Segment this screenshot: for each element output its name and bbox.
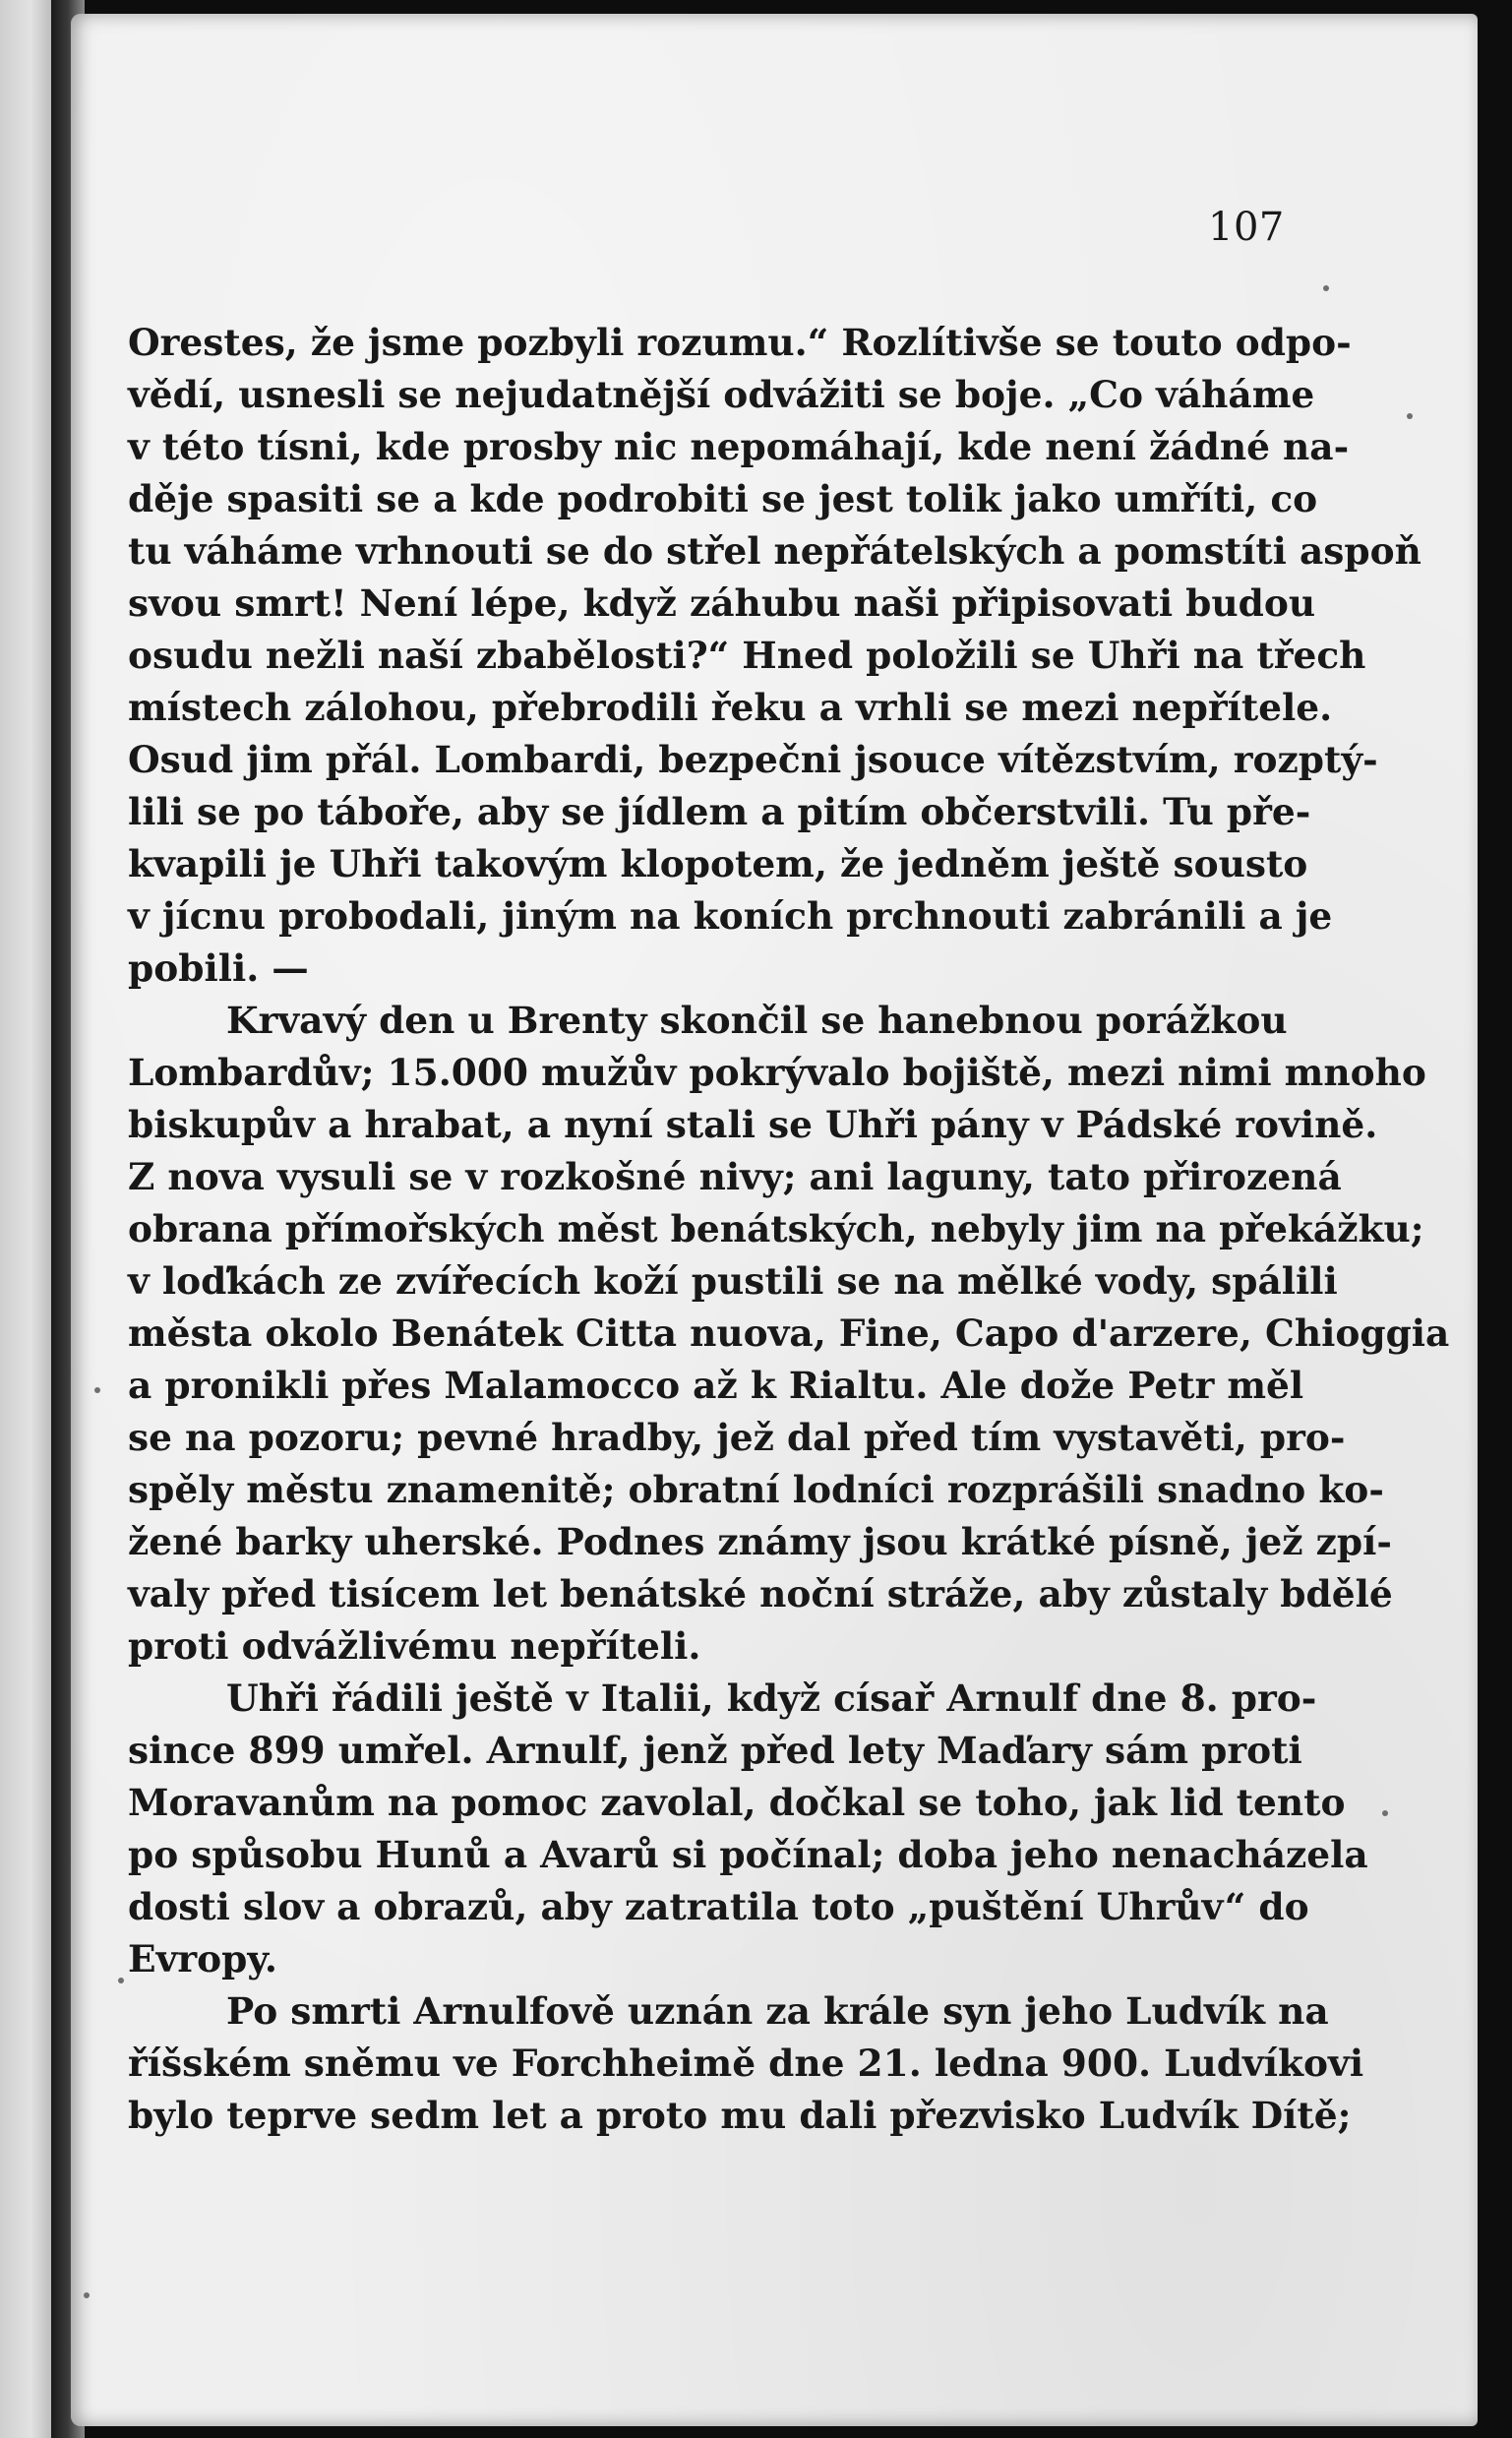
- text-line: města okolo Benátek Citta nuova, Fine, Capo d'arzere, Chioggia: [128, 1311, 1450, 1355]
- text-line: po spůsobu Hunů a Avarů si počínal; doba jeho nenacházela: [128, 1833, 1368, 1876]
- text-line: spěly městu znamenitě; obratní lodníci rozprášili snadno ko-: [128, 1468, 1384, 1511]
- text-line: Lombardův; 15.000 mužův pokrývalo bojiště, mezi nimi mnoho: [128, 1051, 1426, 1094]
- paper-speck: [94, 1387, 100, 1393]
- text-line: svou smrt! Není lépe, když záhubu naši připisovati budou: [128, 581, 1316, 625]
- text-line: a pronikli přes Malamocco až k Rialtu. Ale dože Petr měl: [128, 1364, 1304, 1407]
- text-line: Moravanům na pomoc zavolal, dočkal se toho, jak lid tento: [128, 1781, 1346, 1824]
- text-line: děje spasiti se a kde podrobiti se jest tolik jako umříti, co: [128, 477, 1318, 520]
- text-line: kvapili je Uhři takovým klopotem, že jedněm ještě sousto: [128, 842, 1308, 885]
- text-line: v této tísni, kde prosby nic nepomáhají, kde není žádné na-: [128, 425, 1350, 468]
- text-line: Osud jim přál. Lombardi, bezpečni jsouce vítězstvím, rozptý-: [128, 738, 1378, 781]
- text-line: v loďkách ze zvířecích koží pustili se na mělké vody, spálili: [128, 1259, 1338, 1303]
- text-line: vědí, usnesli se nejudatnější odvážiti se boje. „Co váháme: [128, 373, 1315, 416]
- page-edge-strip: [0, 0, 51, 2438]
- text-line: biskupův a hrabat, a nyní stali se Uhři pány v Pádské rovině.: [128, 1103, 1378, 1146]
- text-line: místech zálohou, přebrodili řeku a vrhli se mezi nepřítele.: [128, 686, 1333, 729]
- text-line: tu váháme vrhnouti se do střel nepřátelských a pomstíti aspoň: [128, 529, 1421, 573]
- text-line: Orestes, že jsme pozbyli rozumu.“ Rozlítivše se touto odpo-: [128, 321, 1352, 364]
- paper-speck: [1407, 413, 1413, 419]
- text-line: říšském sněmu ve Forchheimě dne 21. ledna 900. Ludvíkovi: [128, 2042, 1364, 2085]
- text-line: v jícnu probodali, jiným na koních prchnouti zabránili a je: [128, 894, 1333, 938]
- text-line: žené barky uherské. Podnes známy jsou krátké písně, jež zpí-: [128, 1520, 1392, 1563]
- text-line: valy před tisícem let benátské noční stráže, aby zůstaly bdělé: [128, 1572, 1393, 1615]
- text-line: Po smrti Arnulfově uznán za krále syn jeho Ludvík na: [226, 1989, 1329, 2033]
- body-text: [128, 317, 1450, 2142]
- text-line: Uhři řádili ještě v Italii, když císař Arnulf dne 8. pro-: [226, 1676, 1317, 1720]
- text-line: Z nova vysuli se v rozkošné nivy; ani laguny, tato přirozená: [128, 1155, 1342, 1198]
- text-line: lili se po táboře, aby se jídlem a pitím občerstvili. Tu pře-: [128, 790, 1311, 833]
- text-line: dosti slov a obrazů, aby zatratila toto „puštění Uhrův“ do: [128, 1885, 1309, 1928]
- text-line: osudu nežli naší zbabělosti?“ Hned položili se Uhři na třech: [128, 634, 1366, 677]
- paper-speck: [1382, 1810, 1388, 1816]
- text-line: proti odvážlivému nepříteli.: [128, 1624, 701, 1668]
- text-line: since 899 umřel. Arnulf, jenž před lety Maďary sám proti: [128, 1729, 1302, 1772]
- text-line: Evropy.: [128, 1937, 277, 1981]
- text-line: pobili. —: [128, 946, 309, 990]
- text-line: Krvavý den u Brenty skončil se hanebnou porážkou: [226, 999, 1288, 1042]
- paper-speck: [118, 1978, 124, 1983]
- text-line: obrana přímořských měst benátských, nebyly jim na překážku;: [128, 1207, 1424, 1250]
- paper-speck: [84, 2292, 90, 2298]
- page-number: 107: [1208, 205, 1285, 250]
- text-line: se na pozoru; pevné hradby, jež dal před tím vystavěti, pro-: [128, 1416, 1346, 1459]
- text-line: bylo teprve sedm let a proto mu dali přezvisko Ludvík Dítě;: [128, 2094, 1352, 2137]
- paper-speck: [1323, 285, 1329, 291]
